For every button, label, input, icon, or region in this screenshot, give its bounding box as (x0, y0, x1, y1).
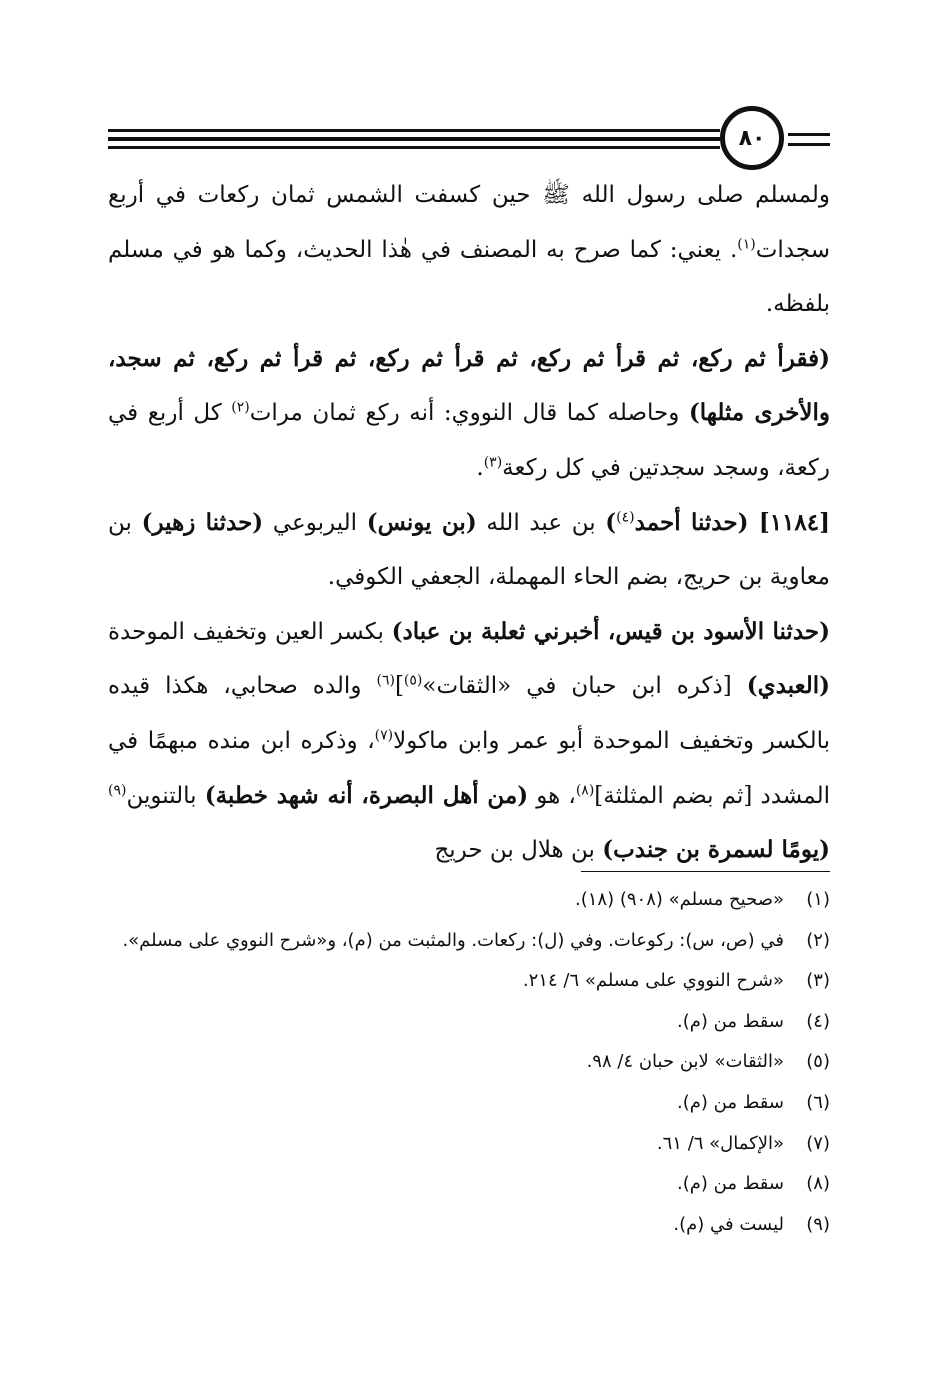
bold-text: (بن يونس) (366, 508, 477, 536)
page-number-text: ٨٠ (738, 125, 766, 151)
paragraph (108, 605, 830, 878)
footnote-marker: (١) (737, 235, 756, 252)
footnote-marker: (٧) (374, 727, 394, 744)
bold-text: (فقرأ ثم ركع، ثم قرأ ثم ركع، ثم قرأ ثم ركع، ثم قرأ ثم ركع، ثم سجد، والأخرى مثلها) (108, 344, 831, 427)
text-run: بكسر العين وتخفيف الموحدة (108, 618, 392, 645)
footnote-marker: (٤) (616, 508, 635, 525)
footnote-text: «صحيح مسلم» (٩٠٨) (١٨). (575, 889, 784, 910)
footnote-item (108, 1124, 830, 1165)
header-rule-bottom (108, 146, 720, 149)
footnote-number: (٨) (806, 1173, 830, 1195)
text-run: ولمسلم صلى رسول الله ﷺ حين كسفت الشمس ثمان ركعات في أربع سجدات (108, 182, 830, 263)
bold-text: (حدثنا زهير) (141, 508, 264, 536)
text-run: كل أربع في ركعة، وسجد سجدتين في كل ركعة (108, 400, 830, 481)
footnote-text: «شرح النووي على مسلم» ٦/ ٢١٤. (522, 970, 784, 992)
footnote-marker: (٦) (376, 672, 395, 689)
text-run: والده صحابي، هكذا قيده بالكسر وتخفيف الموحدة أبو عمر وابن ماكولا (108, 673, 830, 754)
text-run: بن هلال بن حريج (434, 837, 603, 864)
footnote-item (108, 961, 830, 1002)
main-text (108, 168, 830, 878)
footnote-item (108, 1002, 830, 1043)
footnote-number: (٩) (806, 1213, 830, 1235)
text-run: . يعني: كما صرح به المصنف في هٰذا الحديث، وكما هو في مسلم بلفظه. (108, 236, 830, 318)
footnote-marker: (٨) (575, 781, 595, 798)
header-rule-top (108, 129, 720, 132)
bold-text: (يومًا لسمرة بن جندب) (602, 836, 830, 864)
footnote-number: (٥) (806, 1051, 830, 1073)
footnote-item (108, 921, 830, 962)
page-number (720, 106, 784, 170)
header-rule-middle (108, 137, 720, 141)
paragraph (108, 496, 830, 605)
footnote-number: (٣) (806, 970, 830, 992)
footnote-text: سقط من (م). (677, 1010, 784, 1032)
header-rule-right-top (788, 133, 830, 136)
footnote-number: (٤) (806, 1010, 830, 1032)
footnote-separator (581, 871, 830, 872)
bold-text: (من أهل البصرة، أنه شهد خطبة) (204, 781, 529, 809)
bold-text: (حدثنا الأسود بن قيس، أخبرني ثعلبة بن عباد) (391, 617, 831, 645)
text-run: [ذكره ابن حبان في «الثقات» (422, 673, 747, 700)
footnote-marker: (٩) (108, 781, 127, 798)
text-run: وحاصله كما قال النووي: أنه ركع ثمان مرات (249, 400, 689, 427)
text-run: بن عبد الله (476, 509, 606, 536)
footnote-number: (١) (806, 889, 830, 910)
footnote-item (108, 1042, 830, 1083)
paragraph (108, 168, 830, 332)
footnote-item (108, 1164, 830, 1205)
footnote-text: «الإكمال» ٦/ ٦١. (656, 1132, 784, 1154)
footnote-number: (٧) (806, 1132, 830, 1154)
text-run: . (476, 454, 484, 481)
footnote-marker: (٢) (231, 399, 250, 416)
header-rule-right-bottom (788, 143, 830, 146)
footnote-number: (٢) (806, 929, 830, 951)
footnote-item (108, 1083, 830, 1124)
footnote-marker: (٥) (403, 672, 423, 689)
text-run: ] (394, 673, 404, 700)
footnote-number: (٦) (806, 1091, 830, 1113)
text-run: بالتنوين (126, 782, 205, 809)
footnote-marker: (٣) (483, 454, 503, 471)
footnote-text: ليست في (م). (673, 1213, 784, 1235)
footnote-text: سقط من (م). (677, 1173, 784, 1195)
footnote-text: في (ص، س): ركوعات. وفي (ل): ركعات. والمثبت من (م)، و«شرح النووي على مسلم». (122, 929, 784, 951)
paragraph (108, 332, 830, 496)
footnote-text: «الثقات» لابن حبان ٤/ ٩٨. (586, 1051, 784, 1073)
footnotes (108, 880, 830, 1245)
footnote-item (108, 1205, 830, 1246)
bold-text: [١١٨٤] (حدثنا أحمد (634, 508, 831, 536)
footnote-text: سقط من (م). (677, 1091, 784, 1113)
bold-text: ) (605, 508, 617, 536)
text-run: اليربوعي (263, 509, 367, 536)
bold-text: (العبدي) (746, 672, 830, 700)
text-run: ، وذكره ابن منده مبهمًا في المشدد [ثم بضم المثلثة] (108, 727, 830, 809)
text-run: بن معاوية بن حريج، بضم الحاء المهملة، الجعفي الكوفي. (108, 509, 830, 591)
text-run: ، هو (528, 782, 576, 809)
footnote-item (108, 880, 830, 921)
